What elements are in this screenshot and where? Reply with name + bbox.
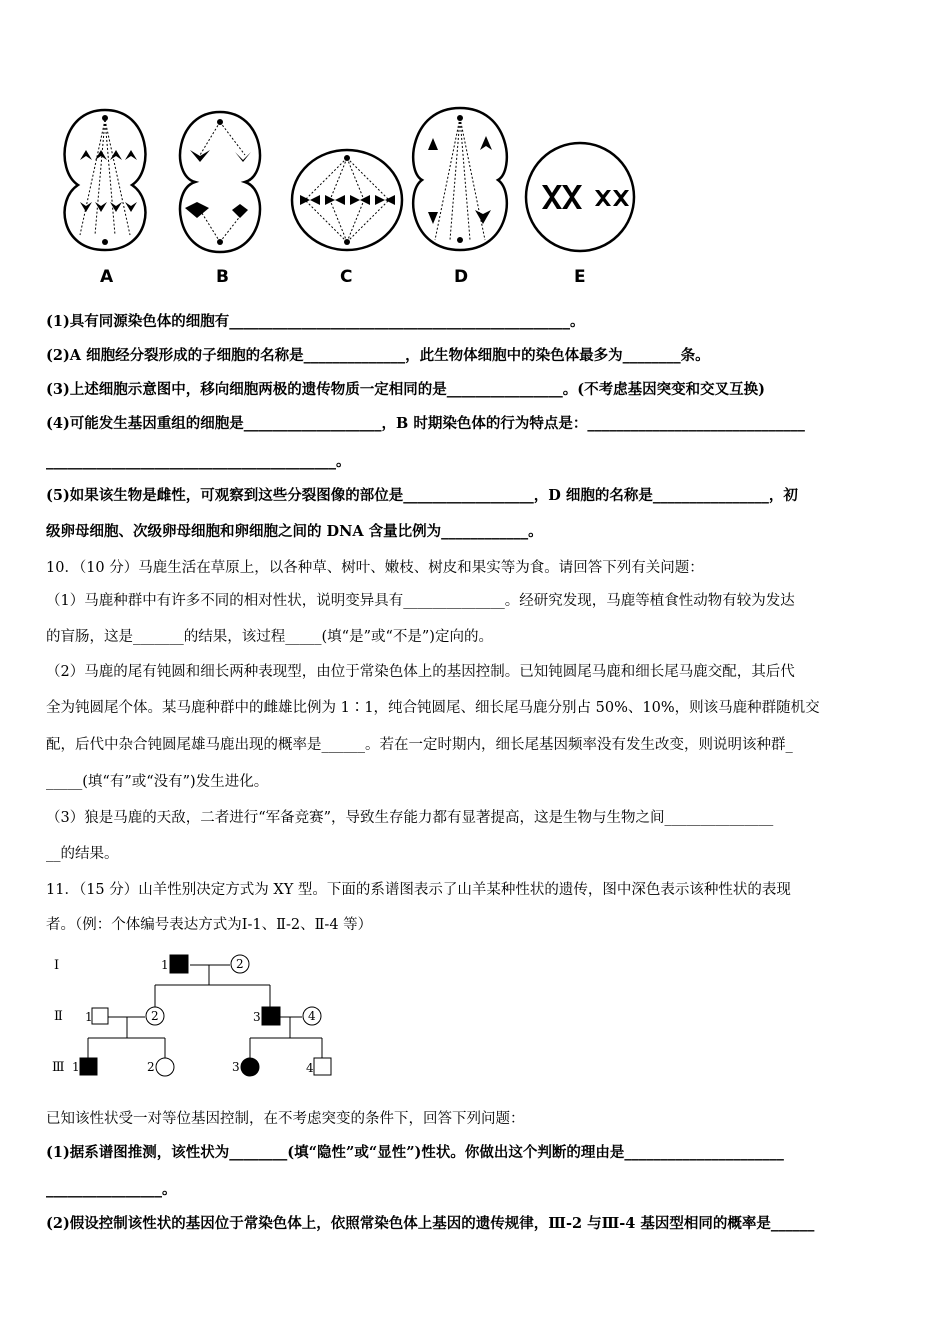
q10-part2-line3: 配，后代中杂合钝圆尾雄马鹿出现的概率是______。若在一定时期内，细长尾基因频率没有发生改变，则说明该种群_ (46, 737, 793, 753)
q11-intro: 已知该性状受一对等位基因控制，在不考虑突变的条件下，回答下列问题： (46, 1111, 525, 1127)
q10-heading: 10．（10 分）马鹿生活在草原上，以各种草、树叶、嫩枝、树皮和果实等为食。请回答下列有关问题： (46, 560, 704, 576)
pedigree-II-1 (92, 1008, 108, 1024)
q9-part5-line2: 级卵母细胞、次级卵母细胞和卵细胞之间的 DNA 含量比例为____________。 (46, 523, 543, 540)
q9-part4-line2: ________________________________________。 (46, 453, 351, 470)
pedigree-III-4 (314, 1058, 331, 1075)
num-I-1: 1 (161, 958, 169, 972)
q11-part2: (2)假设控制该性状的基因位于常染色体上，依照常染色体上基因的遗传规律，Ⅲ-2 与Ⅲ-4 基因型相同的概率是______ (46, 1215, 815, 1232)
num-II-4: 4 (308, 1009, 316, 1023)
gen-label-II: Ⅱ (54, 1009, 63, 1024)
gen-label-III: Ⅲ (52, 1060, 65, 1075)
q9-part1: (1)具有同源染色体的细胞有_______________________________________________。 (46, 313, 585, 330)
cell-label-b: B (216, 267, 229, 287)
q10-part1-line1: （1）马鹿种群中有许多不同的相对性状，说明变异具有______________。经研究发现，马鹿等植食性动物有较为发达 (46, 593, 795, 609)
q11-heading-line1: 11．（15 分）山羊性别决定方式为 XY 型。下面的系谱图表示了山羊某种性状的遗传，图中深色表示该种性状的表现 (46, 882, 791, 898)
cell-division-figure (50, 100, 650, 290)
q10-part1-line2: 的盲肠，这是_______的结果，该过程_____(填“是”或“不是”)定向的。 (46, 629, 493, 645)
num-III-1: 1 (72, 1060, 80, 1074)
num-II-2: 2 (151, 1009, 159, 1023)
num-III-3: 3 (232, 1060, 240, 1074)
q10-part2-line2: 全为钝圆尾个体。某马鹿种群中的雌雄比例为 1∶1，纯合钝圆尾、细长尾马鹿分别占 50%、10%，则该马鹿种群随机交 (46, 700, 820, 716)
q11-heading-line2: 者。（例：个体编号表达方式为Ⅰ-1、Ⅱ-2、Ⅱ-4 等） (46, 917, 373, 933)
cell-label-e: E (574, 267, 586, 287)
num-III-2: 2 (147, 1060, 155, 1074)
cell-label-d: D (454, 267, 469, 287)
q9-part3: (3)上述细胞示意图中，移向细胞两极的遗传物质一定相同的是________________。(不考虑基因突变和交叉互换) (46, 381, 766, 398)
gen-label-I: Ⅰ (54, 958, 60, 973)
cell-e (526, 143, 634, 251)
q9-part2: (2)A 细胞经分裂形成的子细胞的名称是______________，此生物体细胞中的染色体最多为________条。 (46, 347, 710, 364)
q11-part1-line2: ________________。 (46, 1181, 177, 1198)
num-I-2: 2 (236, 957, 244, 971)
q9-part4-line1: (4)可能发生基因重组的细胞是___________________，B 时期染色体的行为特点是：______________________________ (46, 415, 805, 432)
pedigree-III-1 (80, 1058, 97, 1075)
num-II-3: 3 (253, 1010, 261, 1024)
pedigree-chart (40, 950, 350, 1085)
pedigree-I-1 (170, 955, 188, 973)
cell-label-c: C (340, 267, 353, 287)
q10-part2-line1: （2）马鹿的尾有钝圆和细长两种表现型，由位于常染色体上的基因控制。已知钝圆尾马鹿和细长尾马鹿交配，其后代 (46, 664, 795, 680)
q10-part3-line2: __的结果。 (46, 846, 119, 862)
cell-a (65, 110, 146, 250)
cell-label-a: A (100, 267, 114, 287)
num-III-4: 4 (306, 1061, 314, 1075)
pedigree-III-3 (241, 1058, 259, 1076)
num-II-1: 1 (85, 1010, 93, 1024)
q10-part2-line4: _____(填“有”或“没有”)发生进化。 (46, 774, 269, 790)
cell-c (292, 150, 402, 250)
q9-part5-line1: (5)如果该生物是雌性，可观察到这些分裂图像的部位是__________________，D 细胞的名称是________________，初 (46, 487, 798, 504)
q10-part3-line1: （3）狼是马鹿的天敌，二者进行“军备竞赛”，导致生存能力都有显著提高，这是生物与生物之间_______________ (46, 810, 774, 826)
pedigree-II-3 (262, 1007, 280, 1025)
cell-b (180, 112, 260, 252)
cell-d (413, 108, 507, 250)
q11-part1-line1: (1)据系谱图推测，该性状为________(填“隐性”或“显性”)性状。你做出这个判断的理由是______________________ (46, 1144, 784, 1161)
pedigree-III-2 (156, 1058, 174, 1076)
